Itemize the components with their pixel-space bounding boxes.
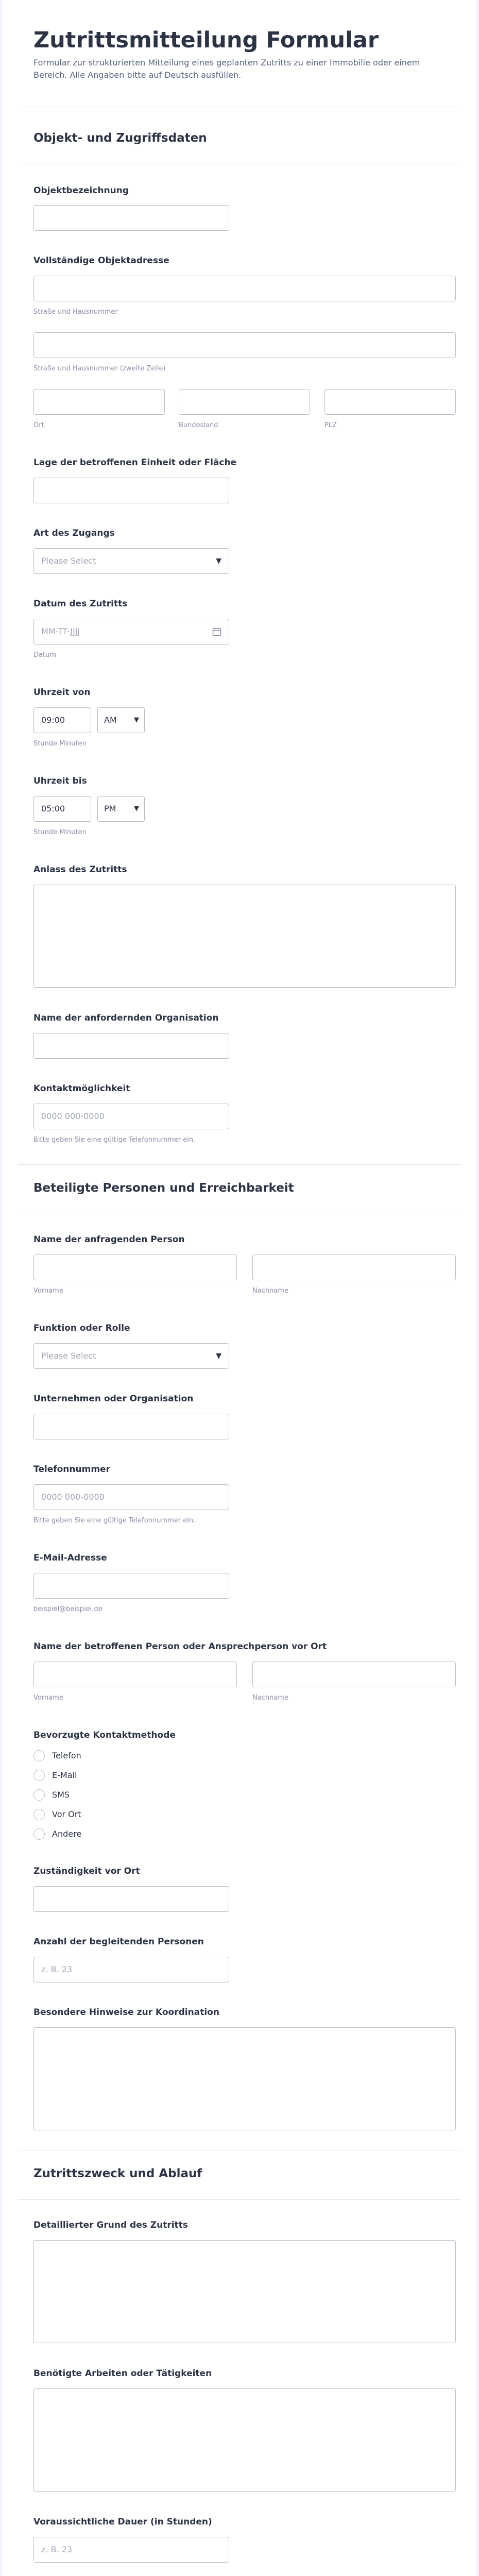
section-title-zweck: Zutrittszweck und Ablauf	[33, 2167, 202, 2180]
anzahl-input[interactable]	[33, 1957, 229, 1982]
objekt-input[interactable]	[33, 205, 229, 231]
kontakt-label: Kontaktmöglichkeit	[33, 1083, 130, 1094]
von-time-input[interactable]: 09:00	[33, 707, 91, 733]
section-divider	[18, 2199, 461, 2200]
zugang-select[interactable]	[33, 548, 229, 574]
section-divider	[18, 1164, 461, 1165]
email-hint: beispiel@beispiel.de	[33, 1605, 102, 1613]
radio-button[interactable]	[33, 1809, 45, 1820]
grund-label: Detaillierter Grund des Zutritts	[33, 2220, 188, 2230]
section-title-personen: Beteiligte Personen und Erreichbarkeit	[33, 1181, 294, 1195]
email-label: E-Mail-Adresse	[33, 1553, 107, 1563]
nachname-input[interactable]	[252, 1255, 456, 1280]
ort-sublabel: Ort	[33, 421, 44, 429]
chevron-down-icon: ▼	[134, 716, 139, 724]
funktion-label: Funktion oder Rolle	[33, 1323, 130, 1333]
arbeiten-textarea[interactable]	[33, 2388, 456, 2492]
chevron-down-icon: ▼	[216, 1352, 221, 1360]
dauer-label: Voraussichtliche Dauer (in Stunden)	[33, 2517, 212, 2527]
von-sublabel: Stunde Minuten	[33, 740, 87, 748]
objekt-label: Objektbezeichnung	[33, 185, 129, 196]
org-input[interactable]	[33, 1033, 229, 1059]
kontakt-input[interactable]	[33, 1104, 229, 1129]
section-title-objekt: Objekt- und Zugriffsdaten	[33, 131, 207, 145]
vorort-vorname-input[interactable]	[33, 1662, 237, 1687]
anlass-label: Anlass des Zutritts	[33, 865, 127, 875]
bis-time-input[interactable]: 05:00	[33, 796, 91, 822]
arbeiten-label: Benötigte Arbeiten oder Tätigkeiten	[33, 2368, 212, 2379]
adresse-line1-input[interactable]	[33, 276, 456, 301]
hinweise-label: Besondere Hinweise zur Koordination	[33, 2007, 219, 2018]
unternehmen-label: Unternehmen oder Organisation	[33, 1394, 194, 1404]
name-label: Name der anfragenden Person	[33, 1234, 185, 1245]
vorort-label: Name der betroffenen Person oder Ansprechperson vor Ort	[33, 1641, 327, 1652]
funktion-select[interactable]	[33, 1343, 229, 1369]
form-header	[33, 27, 456, 81]
anlass-textarea[interactable]	[33, 885, 456, 988]
vorort-nachname-sublabel: Nachname	[252, 1694, 288, 1702]
radio-option-label: SMS	[52, 1790, 70, 1800]
bis-ampm-value: PM	[104, 804, 116, 814]
datum-input[interactable]	[33, 619, 229, 645]
calendar-icon[interactable]	[212, 627, 221, 636]
funktion-select-value: Please Select	[41, 1351, 96, 1361]
adresse-line2-sublabel: Straße und Hausnummer (zweite Zeile)	[33, 365, 166, 372]
lage-label: Lage der betroffenen Einheit oder Fläche	[33, 457, 237, 468]
bundesland-sublabel: Bundesland	[179, 421, 218, 429]
telefon-hint: Bitte geben Sie eine gültige Telefonnummer ein.	[33, 1517, 196, 1524]
zust-input[interactable]	[33, 1886, 229, 1912]
org-label: Name der anfordernden Organisation	[33, 1013, 219, 1023]
nachname-sublabel: Nachname	[252, 1287, 288, 1295]
radio-button[interactable]	[33, 1750, 45, 1761]
form-card	[3, 0, 476, 2576]
kontakt-hint: Bitte geben Sie eine gültige Telefonnummer ein.	[33, 1136, 196, 1144]
anzahl-label: Anzahl der begleitenden Personen	[33, 1937, 204, 1947]
adresse-label: Vollständige Objektadresse	[33, 256, 169, 266]
datum-label: Datum des Zutritts	[33, 599, 128, 609]
ort-input[interactable]	[33, 389, 165, 415]
bis-sublabel: Stunde Minuten	[33, 828, 87, 836]
plz-input[interactable]	[324, 389, 456, 415]
radio-option-label: Telefon	[52, 1751, 81, 1760]
bis-ampm-select[interactable]	[97, 796, 145, 822]
unternehmen-input[interactable]	[33, 1414, 229, 1439]
lage-input[interactable]	[33, 478, 229, 503]
bis-label: Uhrzeit bis	[33, 776, 87, 786]
vorort-vorname-sublabel: Vorname	[33, 1694, 63, 1702]
grund-textarea[interactable]	[33, 2240, 456, 2343]
vorname-input[interactable]	[33, 1255, 237, 1280]
telefon-label: Telefonnummer	[33, 1464, 110, 1475]
radio-option-label: Andere	[52, 1829, 82, 1839]
chevron-down-icon: ▼	[134, 805, 139, 812]
datum-placeholder: MM-TT-JJJJ	[41, 626, 80, 636]
von-ampm-select[interactable]	[97, 707, 145, 733]
von-label: Uhrzeit von	[33, 687, 91, 698]
form-subtitle: Formular zur strukturierten Mitteilung eines geplanten Zutritts zu einer Immobilie oder einem Bereich. Alle Angaben bitte auf Deutsch ausfüllen.	[33, 58, 420, 80]
vorort-nachname-input[interactable]	[252, 1662, 456, 1687]
hinweise-textarea[interactable]	[33, 2027, 456, 2130]
radio-option-label: Vor Ort	[52, 1809, 81, 1819]
plz-sublabel: PLZ	[324, 421, 337, 429]
zugang-label: Art des Zugangs	[33, 528, 115, 538]
form-title: Zutrittsmitteilung Formular	[33, 27, 379, 53]
zugang-select-value: Please Select	[41, 556, 96, 566]
bundesland-input[interactable]	[179, 389, 310, 415]
email-input[interactable]	[33, 1573, 229, 1599]
zust-label: Zuständigkeit vor Ort	[33, 1866, 140, 1876]
radio-button[interactable]	[33, 1828, 45, 1840]
adresse-line2-input[interactable]	[33, 332, 456, 358]
datum-sublabel: Datum	[33, 651, 56, 659]
telefon-input[interactable]	[33, 1484, 229, 1510]
chevron-down-icon: ▼	[216, 557, 221, 565]
vorname-sublabel: Vorname	[33, 1287, 63, 1295]
anzahl-placeholder: z. B. 23	[41, 1964, 73, 1974]
dauer-placeholder: z. B. 23	[41, 2545, 73, 2554]
radio-option-label: E-Mail	[52, 1770, 77, 1780]
telefon-placeholder: 0000 000-0000	[41, 1492, 105, 1502]
radio-button[interactable]	[33, 1789, 45, 1801]
radio-button[interactable]	[33, 1770, 45, 1781]
dauer-input[interactable]	[33, 2537, 229, 2563]
adresse-line1-sublabel: Straße und Hausnummer	[33, 308, 118, 316]
methode-label: Bevorzugte Kontaktmethode	[33, 1730, 176, 1740]
kontakt-placeholder: 0000 000-0000	[41, 1111, 105, 1121]
von-ampm-value: AM	[104, 715, 117, 725]
